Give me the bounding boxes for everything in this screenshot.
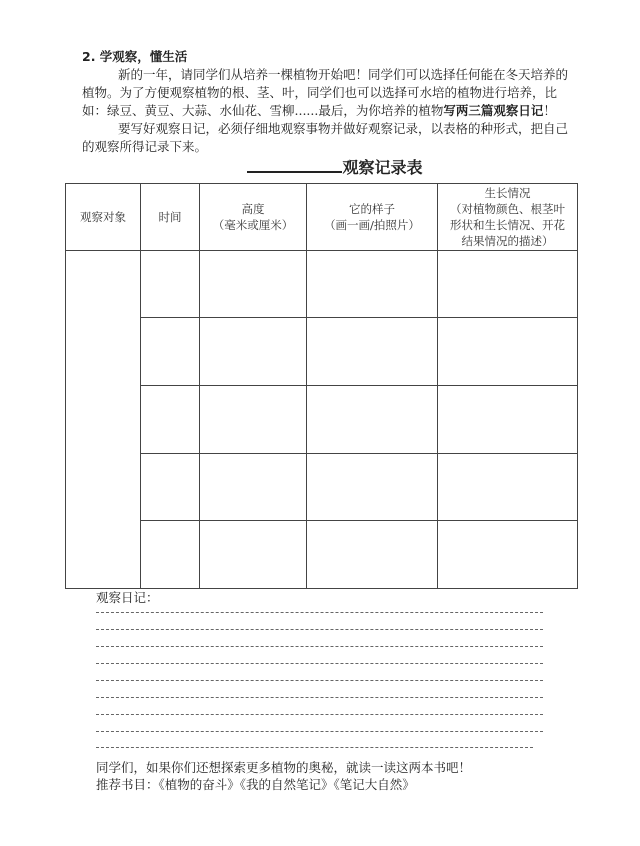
- table-cell[interactable]: [66, 251, 141, 589]
- diary-line[interactable]: [96, 646, 543, 647]
- table-cell[interactable]: [438, 251, 578, 318]
- table-cell[interactable]: [307, 521, 438, 589]
- table-cell[interactable]: [141, 251, 200, 318]
- table-cell[interactable]: [141, 521, 200, 589]
- table-cell[interactable]: [307, 386, 438, 454]
- table-cell[interactable]: [200, 318, 307, 386]
- paragraph-line: 要写好观察日记，必须仔细地观察事物并做好观察记录，以表格的种形式，把自己: [118, 121, 569, 136]
- table-cell[interactable]: [200, 251, 307, 318]
- header-cell: 它的样子 （画一画/拍照片）: [307, 184, 438, 251]
- diary-line[interactable]: [96, 714, 543, 715]
- header-cell: 高度 （毫米或厘米）: [200, 184, 307, 251]
- table-cell[interactable]: [200, 521, 307, 589]
- table-cell[interactable]: [141, 386, 200, 454]
- diary-line[interactable]: [96, 697, 543, 698]
- book-recommendations: 推荐书目：《植物的奋斗》《我的自然笔记》《笔记大自然》: [96, 777, 415, 792]
- header-cell: 观察对象: [66, 184, 141, 251]
- paragraph-line: 植物。为了方便观察植物的根、茎、叶，同学们也可以选择可水培的植物进行培养，比: [82, 85, 558, 100]
- header-cell: 生长情况 （对植物颜色、根茎叶 形状和生长情况、开花 结果情况的描述）: [438, 184, 578, 251]
- table-title-text: 观察记录表: [342, 158, 423, 177]
- section-heading: 2. 学观察，懂生活: [82, 49, 188, 64]
- paragraph-line: 的观察所得记录下来。: [82, 139, 208, 154]
- emphasis-text: 写两三篇观察日记: [443, 103, 544, 118]
- observation-table: [65, 183, 578, 589]
- table-title: [0, 155, 640, 178]
- table-cell[interactable]: [200, 454, 307, 521]
- paragraph-line: [82, 102, 556, 120]
- diary-line[interactable]: [96, 629, 543, 630]
- table-cell[interactable]: [307, 251, 438, 318]
- table-cell[interactable]: [438, 386, 578, 454]
- table-cell[interactable]: [307, 318, 438, 386]
- header-cell: 时间: [141, 184, 200, 251]
- title-blank[interactable]: [247, 157, 342, 173]
- table-cell[interactable]: [141, 454, 200, 521]
- diary-line[interactable]: [96, 731, 543, 732]
- text: ！: [543, 103, 556, 118]
- diary-line[interactable]: [96, 663, 543, 664]
- diary-line[interactable]: [96, 680, 543, 681]
- diary-line[interactable]: [96, 747, 533, 748]
- table-cell[interactable]: [438, 454, 578, 521]
- text: 如：绿豆、黄豆、大蒜、水仙花、雪柳......最后，为你培养的植物: [82, 103, 444, 118]
- table-cell[interactable]: [438, 521, 578, 589]
- table-cell[interactable]: [141, 318, 200, 386]
- diary-line[interactable]: [96, 612, 543, 613]
- footer-text: 同学们，如果你们还想探索更多植物的奥秘，就读一读这两本书吧！: [96, 760, 472, 775]
- table-cell[interactable]: [200, 386, 307, 454]
- paragraph-line: 新的一年，请同学们从培养一棵植物开始吧！同学们可以选择任何能在冬天培养的: [118, 67, 569, 82]
- table-cell[interactable]: [307, 454, 438, 521]
- table-cell[interactable]: [438, 318, 578, 386]
- diary-label: 观察日记：: [96, 590, 159, 605]
